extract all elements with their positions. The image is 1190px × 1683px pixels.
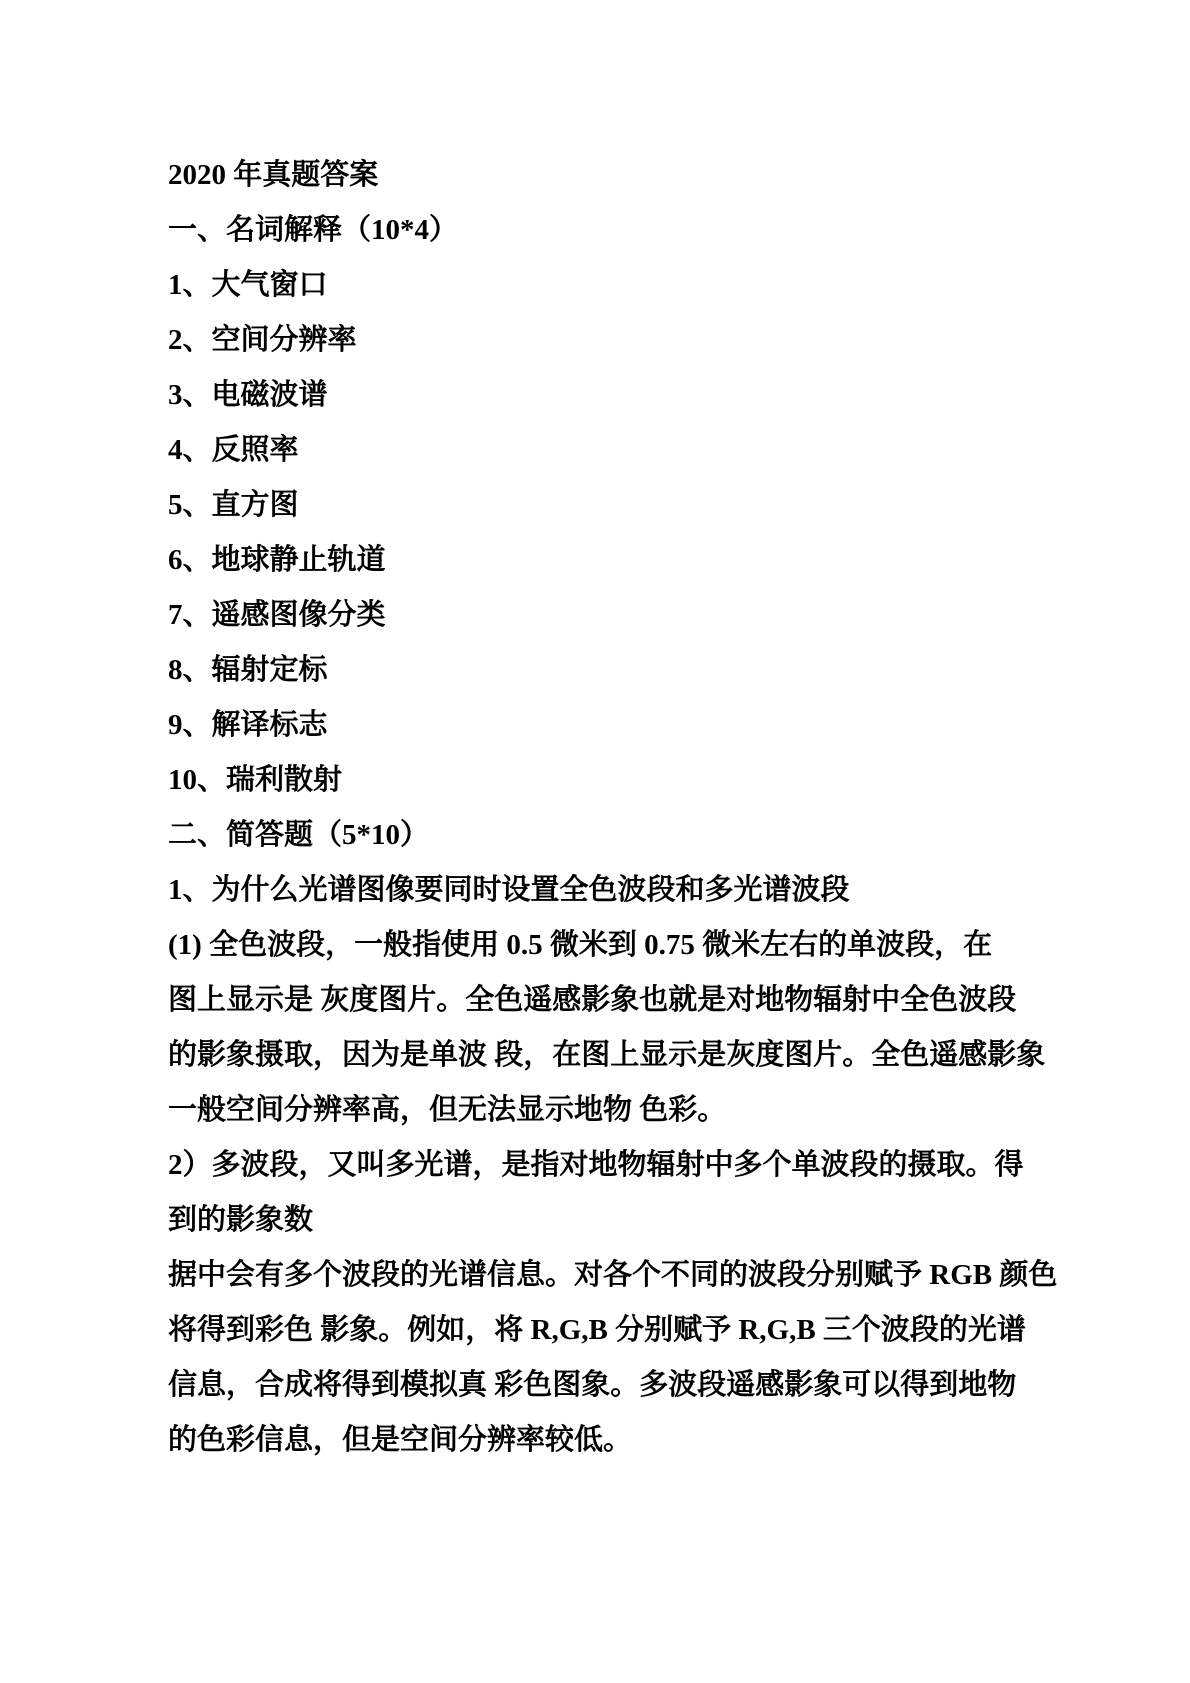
answer-line: 的色彩信息，但是空间分辨率较低。: [168, 1424, 633, 1456]
section-2-heading: 二、简答题（5*10）: [168, 819, 430, 851]
term-item-2: 2、空间分辨率: [168, 324, 357, 356]
section-1-heading: 一、名词解释（10*4）: [168, 214, 459, 246]
doc-title: 2020 年真题答案: [168, 159, 379, 191]
term-item-9: 9、解译标志: [168, 709, 328, 741]
term-item-6: 6、地球静止轨道: [168, 544, 386, 576]
term-item-4: 4、反照率: [168, 434, 299, 466]
answer-line: 一般空间分辨率高，但无法显示地物 色彩。: [168, 1094, 727, 1126]
answer-line: 据中会有多个波段的光谱信息。对各个不同的波段分别赋予 RGB 颜色: [168, 1259, 1058, 1291]
answer-line: 信息，合成将得到模拟真 彩色图象。多波段遥感影象可以得到地物: [168, 1369, 1017, 1401]
term-item-5: 5、直方图: [168, 489, 299, 521]
term-item-7: 7、遥感图像分类: [168, 599, 386, 631]
answer-line: 将得到彩色 影象。例如，将 R,G,B 分别赋予 R,G,B 三个波段的光谱: [168, 1314, 1026, 1346]
question-1: 1、为什么光谱图像要同时设置全色波段和多光谱波段: [168, 874, 850, 906]
answer-line: (1) 全色波段，一般指使用 0.5 微米到 0.75 微米左右的单波段，在: [168, 929, 993, 961]
text-block: [168, 148, 1058, 1468]
term-item-8: 8、辐射定标: [168, 654, 328, 686]
answer-line: 到的影象数: [168, 1204, 314, 1236]
term-item-3: 3、电磁波谱: [168, 379, 328, 411]
answer-line: 图上显示是 灰度图片。全色遥感影象也就是对地物辐射中全色波段: [168, 984, 1017, 1016]
answer-line: 的影象摄取，因为是单波 段，在图上显示是灰度图片。全色遥感影象: [168, 1039, 1046, 1071]
answer-line: 2）多波段，又叫多光谱，是指对地物辐射中多个单波段的摄取。得: [168, 1149, 1024, 1181]
term-item-10: 10、瑞利散射: [168, 764, 343, 796]
term-item-1: 1、大气窗口: [168, 269, 328, 301]
